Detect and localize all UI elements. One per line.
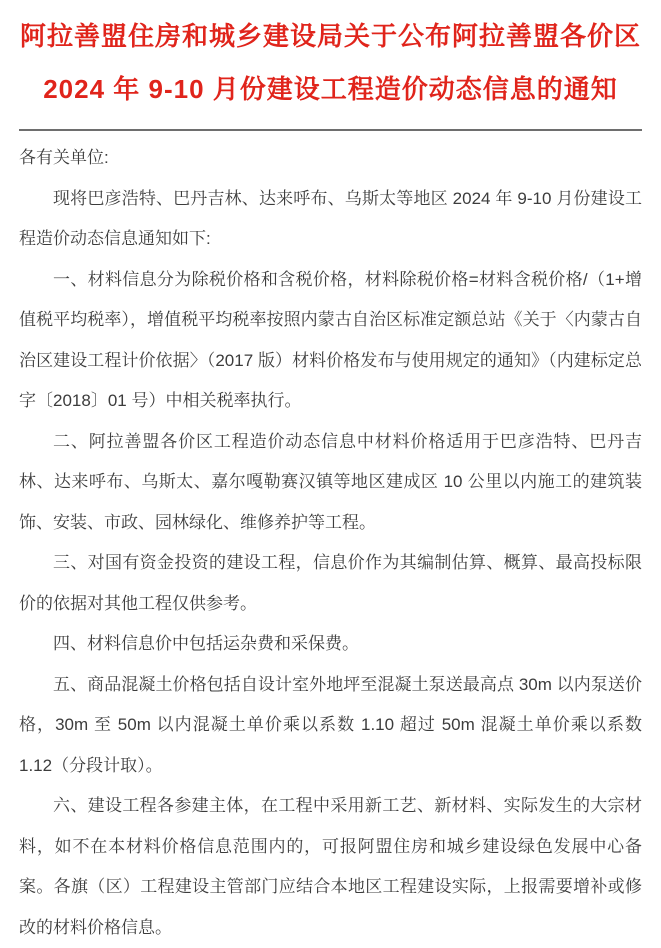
clause-5: 五、商品混凝土价格包括自设计室外地坪至混凝土泵送最高点 30m 以内泵送价格，30m 至 50m 以内混凝土单价乘以系数 1.10 超过 50m 混凝土单价乘以系数 1.12（分段计取）。 [19,674,642,775]
clause-3: 三、对国有资金投资的建设工程，信息价作为其编制估算、概算、最高投标限价的依据对其他工程仅供参考。 [19,553,642,613]
salutation: 各有关单位: [19,148,109,167]
clause-1: 一、材料信息分为除税价格和含税价格，材料除税价格=材料含税价格/（1+增值税平均税率），增值税平均税率按照内蒙古自治区标准定额总站《关于〈内蒙古自治区建设工程计价依据〉（2017 版）材料价格发布与使用规定的通知》（内建标定总字〔2018〕01 号）中相关税率执行。 [19,269,642,410]
notice-title-line-1: 阿拉善盟住房和城乡建设局关于公布阿拉善盟各价区 [19,21,641,51]
notice-title [19,10,642,116]
intro-paragraph: 现将巴彦浩特、巴丹吉林、达来呼布、乌斯太等地区 2024 年 9-10 月份建设工程造价动态信息通知如下: [19,188,642,248]
notice-body [19,138,642,948]
title-divider [19,129,642,131]
clause-6: 六、建设工程各参建主体，在工程中采用新工艺、新材料、实际发生的大宗材料，如不在本材料价格信息范围内的，可报阿盟住房和城乡建设绿色发展中心备案。各旗（区）工程建设主管部门应结合本地区工程建设实际，上报需要增补或修改的材料价格信息。 [19,796,642,937]
clause-2: 二、阿拉善盟各价区工程造价动态信息中材料价格适用于巴彦浩特、巴丹吉林、达来呼布、乌斯太、嘉尔嘎勒赛汉镇等地区建成区 10 公里以内施工的建筑装饰、安装、市政、园林绿化、维修养护等工程。 [19,431,642,532]
notice-title-line-2: 2024 年 9-10 月份建设工程造价动态信息的通知 [43,74,618,104]
clause-4: 四、材料信息价中包括运杂费和采保费。 [53,634,359,653]
